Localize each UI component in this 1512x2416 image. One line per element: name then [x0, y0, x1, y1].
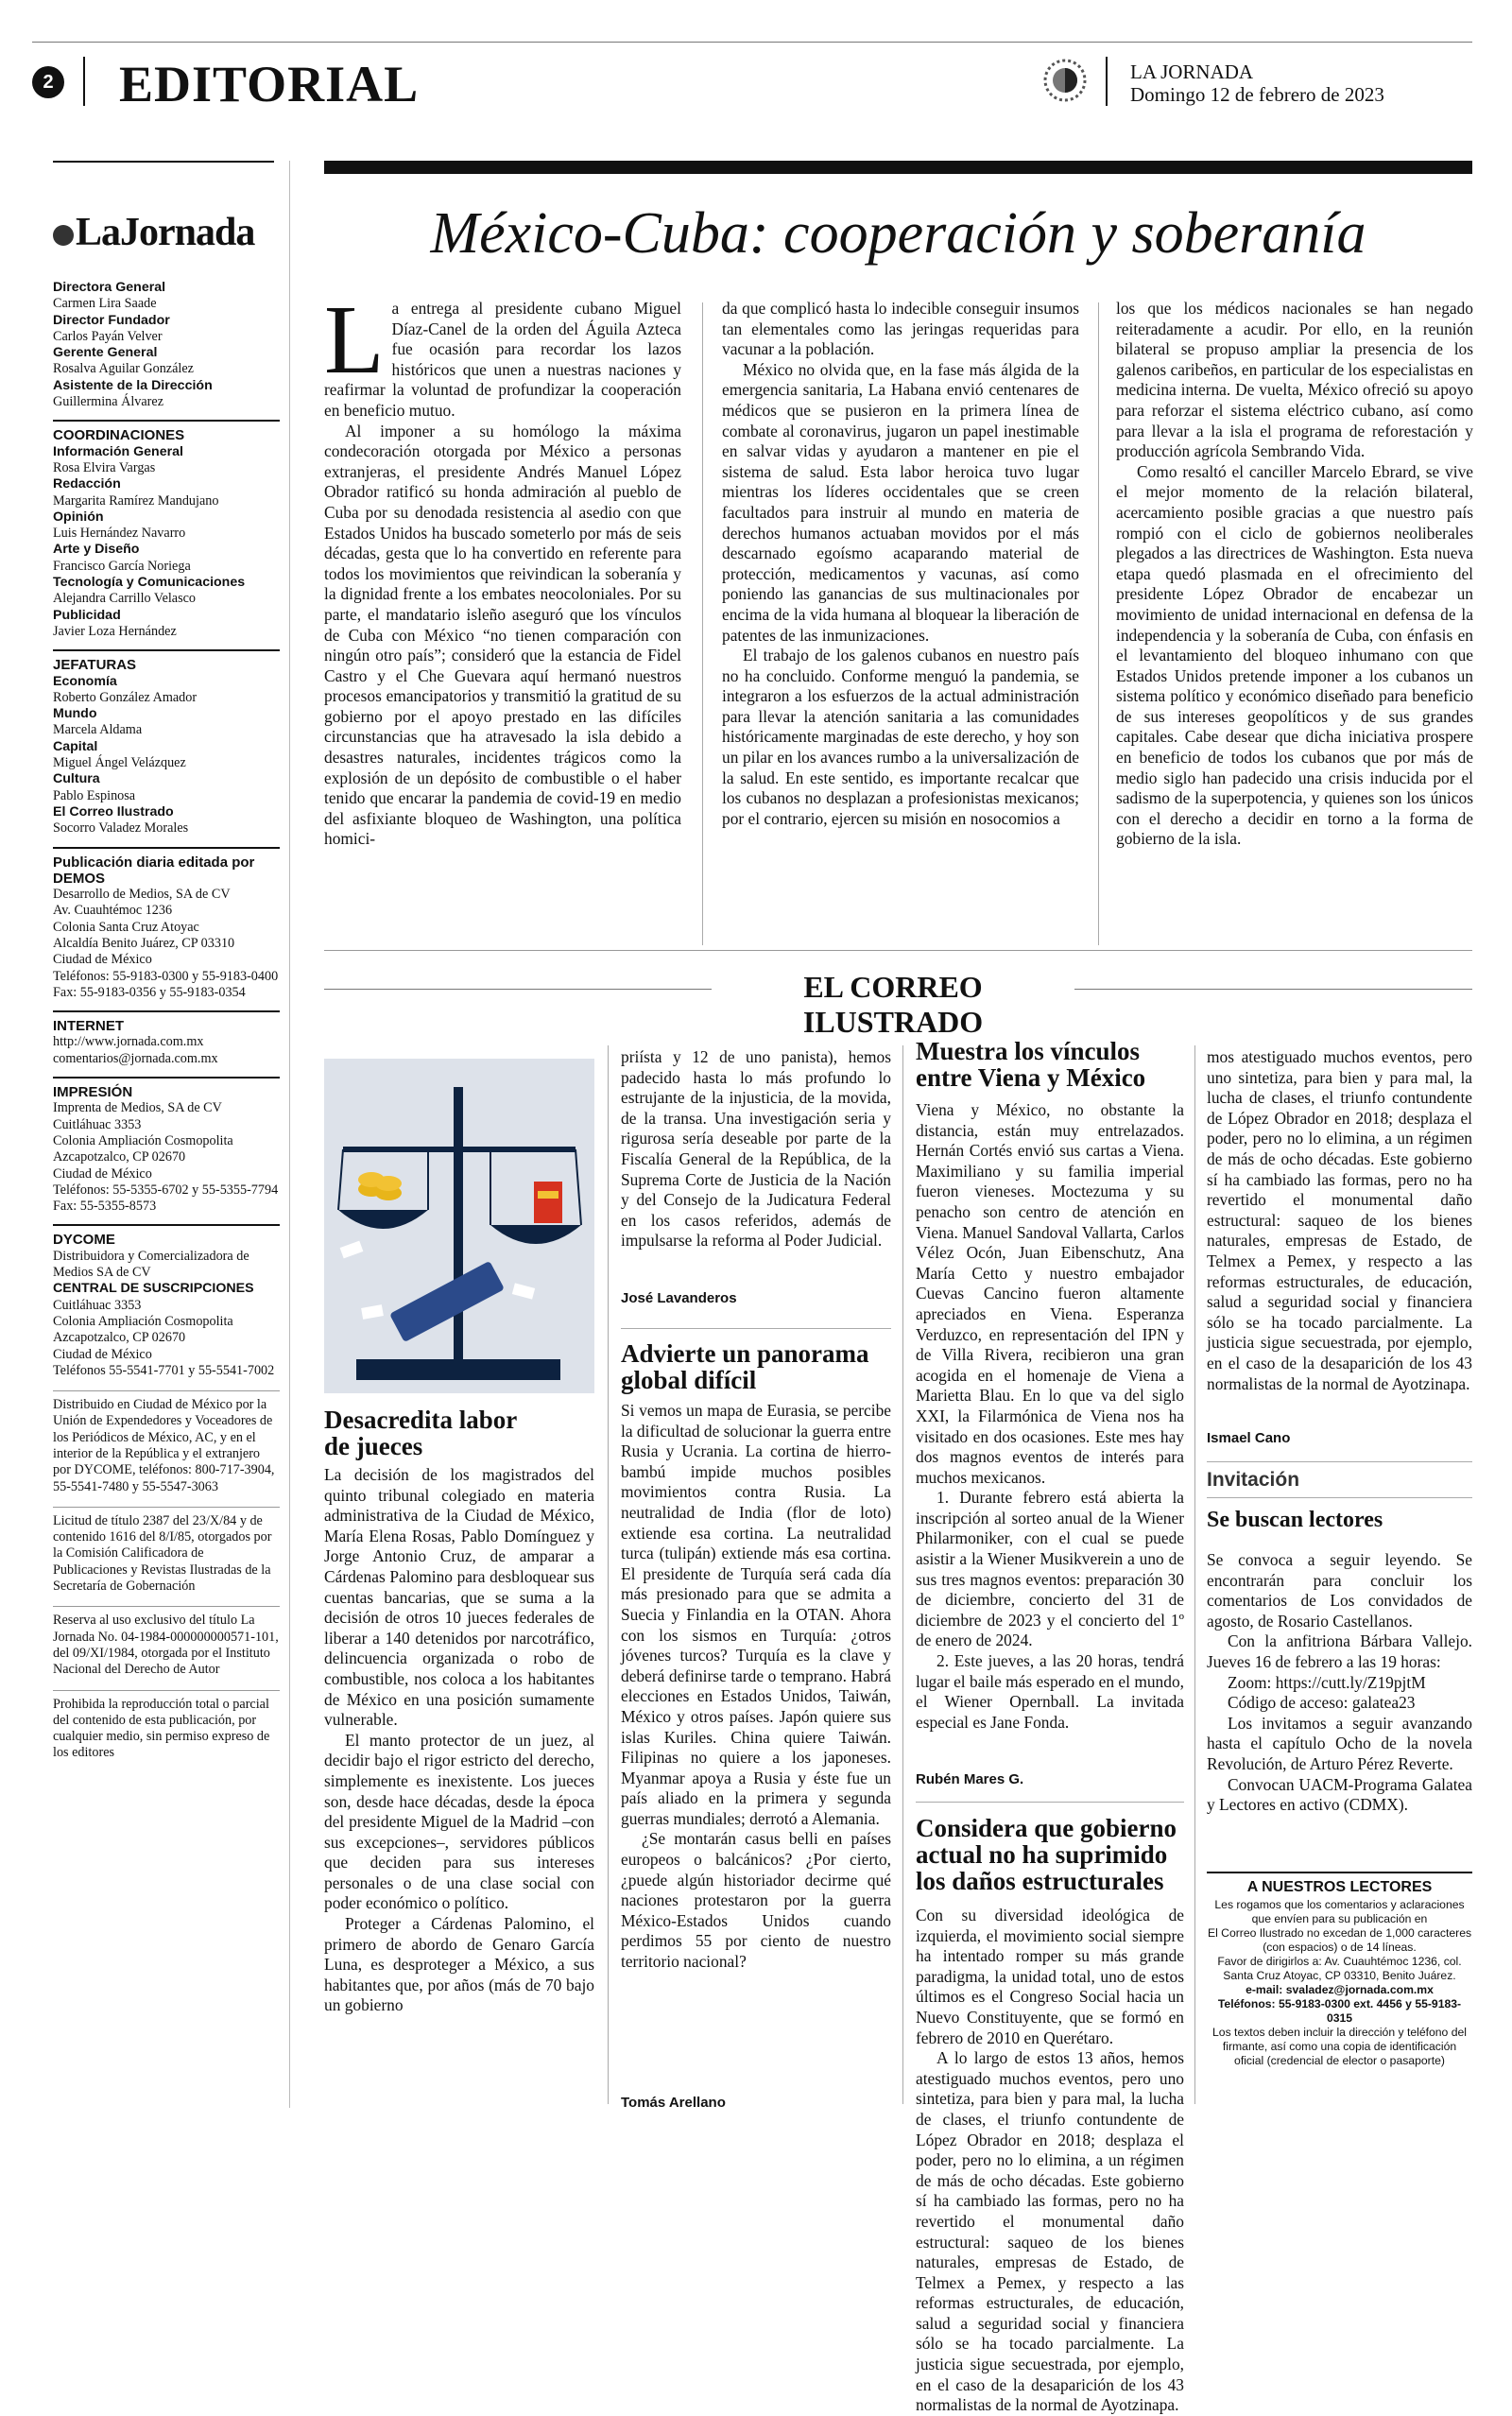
masthead-name: Desarrollo de Medios, SA de CV	[53, 887, 231, 903]
editorial-col-divider-2	[1098, 302, 1099, 945]
masthead-name: Guillermina Álvarez	[53, 394, 163, 410]
masthead-section: DYCOME	[53, 1224, 280, 1248]
masthead-role: Publicidad	[53, 607, 121, 623]
page-number: 2	[43, 72, 54, 93]
masthead-name: http://www.jornada.com.mx	[53, 1034, 204, 1050]
masthead-name: Fax: 55-9183-0356 y 55-9183-0354	[53, 984, 246, 1000]
paragraph: Al imponer a su homólogo la máxima condecoración otorgada por México a personas extranjeras, el presidente Andrés Manuel López Obrador ratificó su honda admiración al pueblo de Cuba por su denodada resistencia al asedio con que Estados Unidos ha buscado someterlo por más de seis décadas, gesta que lo ha convertido en referente para todos los movimientos que reivindican la soberanía y la dignidad frente a los embates neocoloniales. Por su parte, el mandatario isleño aseguró que los vínculos de Cuba con México “no tienen comparación con ningún otro país”; consideró que la estancia de Fidel Castro y el Che Guevara aquí hermanó nuestros procesos emancipatorios y transmitió la gratitud de su gobierno por el apoyo prestado en las difíciles circunstancias que ha atravesado la isla debido a desastres naturales, incidentes trágicos como la explosión de un depósito de combustible o el haber tenido que encarar la pandemia de covid-19 en medio del asfixiante bloqueo de Washington, una política homici-	[324, 421, 681, 849]
editorial-title: México-Cuba: cooperación y soberanía	[430, 201, 1366, 266]
paragraph: 2. Este jueves, a las 20 horas, tendrá lugar el baile más esperado en el mundo, el Wiener Opernball. La invitada especial es Jane Fonda.	[916, 1651, 1184, 1732]
masthead-name: Teléfonos 55-5541-7701 y 55-5541-7002	[53, 1362, 275, 1378]
masthead-right-border	[289, 161, 290, 2108]
editorial-col-divider-1	[702, 302, 703, 945]
masthead-name: Francisco García Noriega	[53, 558, 191, 574]
letter1-body-part1	[324, 1465, 594, 2016]
editorial-top-bar	[324, 161, 1472, 174]
letter2-signature: Tomás Arellano	[621, 2095, 726, 2111]
readers-box-line: e-mail: svaladez@jornada.com.mx	[1246, 1983, 1434, 1996]
header-divider	[83, 57, 85, 106]
masthead-name: Teléfonos: 55-5355-6702 y 55-5355-7794	[53, 1182, 279, 1198]
letter1-signature: José Lavanderos	[621, 1290, 737, 1306]
readers-box-line: Teléfonos: 55-9183-0300 ext. 4456 y 55-9183-0315	[1217, 1997, 1462, 2025]
masthead-role: Gerente General	[53, 345, 158, 361]
masthead-role: Arte y Diseño	[53, 542, 140, 558]
editorial-bottom-rule	[324, 950, 1472, 951]
masthead-name: Ciudad de México	[53, 1346, 152, 1362]
letter3-title: Muestra los vínculos entre Viena y México	[916, 1037, 1146, 1092]
masthead-name: Miguel Ángel Velázquez	[53, 755, 186, 771]
paragraph: Con la anfitriona Bárbara Vallejo. Jueves 16 de febrero a las 19 horas:	[1207, 1631, 1472, 1671]
masthead-role: Redacción	[53, 476, 121, 492]
letter4-end-rule	[1207, 1461, 1472, 1462]
masthead-legal: Distribuido en Ciudad de México por la Unión de Expendedores y Voceadores de los Periódicos de México, AC, y en el interior de la República y el extranjero por DYCOME, teléfonos: 800-717-3904, 55-5541-7480 y 55-5547-3063	[53, 1390, 280, 1495]
masthead-section: Publicación diaria editada por DEMOS	[53, 847, 280, 888]
masthead-role: Mundo	[53, 706, 97, 722]
logo-sun-icon	[53, 225, 74, 246]
editorial-column-2	[722, 299, 1079, 829]
masthead-legal: Prohibida la reproducción total o parcial del contenido de esta publicación, por cualquier medio, sin permiso expreso de los editores	[53, 1690, 280, 1762]
page-number-badge	[32, 66, 64, 98]
masthead-name: Azcapotzalco, CP 02670	[53, 1149, 186, 1165]
paragraph: 1. Durante febrero está abierta la inscripción al sorteo anual de la Wiener Philarmoniker, con el cual se puede asistir a la Wiener Musikverein a uno de sus tres magnos eventos: preparación 30 de diciembre, concierto del 31 de diciembre de 2023 y el concierto del 1º de enero de 2024.	[916, 1488, 1184, 1650]
letter2-body	[621, 1401, 891, 1973]
paragraph: da que complicó hasta lo indecible conseguir insumos tan elementales como las jeringas requeridas para vacunar a la población.	[722, 299, 1079, 359]
letter3-end-rule	[916, 1802, 1184, 1803]
masthead-name: Rosa Elvira Vargas	[53, 459, 156, 475]
masthead-name: Luis Hernández Navarro	[53, 526, 186, 542]
masthead-name: Pablo Espinosa	[53, 787, 136, 803]
readers-box-line: Los textos deben incluir la dirección y teléfono del firmante, así como una copia de identificación oficial (credencial de elector o pasaporte)	[1212, 2026, 1467, 2067]
masthead-name: Azcapotzalco, CP 02670	[53, 1330, 186, 1346]
correo-rule-left	[324, 989, 712, 990]
paragraph: Con su diversidad ideológica de izquierda, el movimiento social siempre ha intentado romper su más grande paradigma, la unidad total, uno de estos últimos es el Congreso Social hacia un Nuevo Constituyente, que se formó en febrero de 2010 en Querétaro.	[916, 1906, 1184, 2047]
drop-cap: L	[324, 285, 385, 394]
paragraph: priísta y 12 de uno panista), hemos padecido hasta lo más profundo lo estrujante de la injusticia, de la movida, de la transa. Una investigación seria y rigurosa sería deseable por parte de la Fiscalía General de la República, de la Suprema Corte de Justicia de la Nación y del Consejo de la Judicatura Federal en los casos referidos, además de impulsarse la reforma al Poder Judicial.	[621, 1047, 891, 1251]
correo-rule-right	[1074, 989, 1472, 990]
paragraph: El manto protector de un juez, al decidir bajo el rigor estricto del derecho, simplemente es inexistente. Los jueces son, desde hace décadas, desde la época del presidente Miguel de la Madrid –con sus excepciones–, servidores públicos que deciden para sus intereses personales o de una clase social con poder económico o político.	[324, 1730, 594, 1913]
masthead-name: Rosalva Aguilar González	[53, 361, 194, 377]
masthead-name: Ciudad de México	[53, 952, 152, 968]
sun-logo-icon	[1041, 57, 1089, 104]
paragraph: Viena y México, no obstante la distancia, están muy entrelazados. Hernán Cortés envió sus cartas a Viena. Maximiliano y su familia imperial fueron vieneses. Moctezuma y su penacho son centro de atención en Viena. Manuel Sandoval Vallarta, Carlos Vélez Ocón, Juan Eibenschutz, Ana María Cetto y nuestro embajador Cuevas Cancino fueron altamente apreciados en Viena. Esperanza Verduzco, en representación del IPN y de Villa Rivera, recibieron una gran acogida en el homenaje de Viena a Marietta Blau. En lo que va del siglo XXI, la Filarmónica de Viena nos ha visitado en dos ocasiones. Este mes hay dos magnos eventos de interés para muchos mexicanos.	[916, 1100, 1184, 1487]
readers-box-line: El Correo Ilustrado no excedan de 1,000 caracteres (con espacios) o de 14 líneas.	[1207, 1926, 1472, 1954]
masthead-name: Alejandra Carrillo Velasco	[53, 591, 197, 607]
paragraph: El trabajo de los galenos cubanos en nuestro país no ha concluido. Conforme menguó la pandemia, se integraron a los esfuerzos de la actual administración para llevar la atención sanitaria a las comunidades históricamente marginadas de este derecho, y hoy son un pilar en los avances rumbo a la universalización de la salud. En este sentido, es importante recalcar que los cubanos no desplazan a profesionistas mexicanos; por el contrario, ejercen su misión en nosocomios a	[722, 646, 1079, 828]
editorial-column-1	[324, 285, 681, 850]
masthead-name: Colonia Santa Cruz Atoyac	[53, 919, 199, 935]
letter1-title: Desacredita labor de jueces	[324, 1406, 517, 1460]
correo-col-divider-2	[902, 1045, 903, 2104]
masthead-name: Cuitláhuac 3353	[53, 1116, 142, 1132]
masthead-name: Teléfonos: 55-9183-0300 y 55-9183-0400	[53, 968, 279, 984]
correo-col-divider-3	[1194, 1045, 1195, 2104]
invitation-rule	[1207, 1497, 1472, 1498]
logo-text: LaJornada	[76, 211, 255, 254]
masthead-section: IMPRESIÓN	[53, 1077, 280, 1100]
masthead-role: Director Fundador	[53, 312, 170, 328]
masthead-name: Colonia Ampliación Cosmopolita	[53, 1132, 233, 1148]
paragraph: Se convoca a seguir leyendo. Se encontrarán para concluir los comentarios de Los convidados de agosto, de Rosario Castellanos.	[1207, 1550, 1472, 1631]
masthead-role: Opinión	[53, 509, 104, 525]
editorial-column-3	[1116, 299, 1473, 850]
masthead-name: Cuitláhuac 3353	[53, 1297, 142, 1313]
readers-box-line: Les rogamos que los comentarios y aclaraciones que envíen para su publicación en	[1214, 1898, 1465, 1925]
masthead-role: Tecnología y Comunicaciones	[53, 575, 246, 591]
masthead-role: Directora General	[53, 280, 166, 295]
letter3-signature: Rubén Mares G.	[916, 1771, 1024, 1787]
correo-section-title: EL CORREO ILUSTRADO	[802, 970, 984, 1039]
letter1-end-rule	[621, 1328, 891, 1329]
readers-box-rule	[1207, 1872, 1472, 1873]
masthead-name: Colonia Ampliación Cosmopolita	[53, 1313, 233, 1329]
masthead-name: Javier Loza Hernández	[53, 623, 177, 639]
masthead-name: Socorro Valadez Morales	[53, 820, 189, 837]
masthead-role: El Correo Ilustrado	[53, 803, 174, 820]
letter4-body-part2	[1207, 1047, 1472, 1394]
masthead-role: CENTRAL DE SUSCRIPCIONES	[53, 1281, 254, 1297]
paragraph: Código de acceso: galatea23	[1228, 1693, 1416, 1713]
masthead-role: Economía	[53, 673, 117, 689]
masthead-name: comentarios@jornada.com.mx	[53, 1050, 218, 1066]
paragraph: Los invitamos a seguir avanzando hasta el capítulo Ocho de la novela Revolución, de Arturo Pérez Reverte.	[1207, 1713, 1472, 1773]
paragraph: Convocan UACM-Programa Galatea y Lectores en activo (CDMX).	[1207, 1774, 1472, 1815]
paragraph: Como resaltó el canciller Marcelo Ebrard, se vive el mejor momento de la relación bilateral, acercamiento posible gracias a que nuestro país rompió con el ciclo de gobiernos neoliberales plegados a las directrices de Washington. Esta nueva etapa quedó plasmada en el ofrecimiento del presidente López Obrador de encabezar un movimiento de unidad internacional en defensa de la independencia y la soberanía de Cuba, con énfasis en el levantamiento del bloqueo inhumano con que Estados Unidos pretende imponer a los cubanos un sistema político y económico diseñado para beneficio de sus intereses geopolíticos y de sus grandes capitales. Cabe desear que dicha iniciativa prospere en beneficio de todos los cubanos que por más de medio siglo han padecido una crisis inducida por el sadismo de la superpotencia, y quienes son los únicos con el derecho a decidir en torno a la forma de gobierno de la isla.	[1116, 461, 1473, 849]
paragraph: los que los médicos nacionales se han negado reiteradamente a acudir. Por ello, en la reunión bilateral se propuso ampliar la presencia de los galenos caribeños, en particular de los especialistas en medicina interna. De vuelta, México ofreció su apoyo para reforzar el sistema eléctrico cubano, así como para llevar a la isla el programa de reforestación y producción agrícola Sembrando Vida.	[1116, 299, 1473, 461]
masthead-name: Alcaldía Benito Juárez, CP 03310	[53, 935, 235, 951]
paragraph: Zoom: https://cutt.ly/Z19pjtM	[1228, 1672, 1426, 1692]
masthead-section: JEFATURAS	[53, 649, 280, 673]
masthead-role: Cultura	[53, 771, 100, 787]
masthead-name: Roberto González Amador	[53, 689, 198, 705]
correo-col-divider-1	[608, 1045, 609, 2104]
masthead-name: Margarita Ramírez Mandujano	[53, 492, 219, 509]
header-divider-right	[1106, 57, 1108, 106]
justice-scale-illustration	[324, 1059, 594, 1393]
paragraph: La decisión de los magistrados del quinto tribunal colegiado en materia administrativa de la Ciudad de México, María Elena Rosas, Pablo Domínguez y Jorge Antonio Cruz, de amparar a Cárdenas Palomino para desbloquear sus cuentas bancarias, que se suma a la decisión de otros 10 jueces federales de liberar a 140 detenidos por narcotráfico, delincuencia organizada o robo de combustible, nos coloca a los habitantes de México en una posición sumamente vulnerable.	[324, 1465, 594, 1730]
masthead-name: Distribuidora y Comercializadora de Medios SA de CV	[53, 1248, 249, 1281]
masthead-section: COORDINACIONES	[53, 420, 280, 443]
invitation-body	[1207, 1550, 1472, 1816]
publication-date: Domingo 12 de febrero de 2023	[1130, 83, 1384, 106]
invitation-label: Invitación	[1207, 1469, 1300, 1491]
masthead-name: Av. Cuauhtémoc 1236	[53, 903, 173, 919]
letter4-signature: Ismael Cano	[1207, 1430, 1291, 1446]
readers-box-body	[1207, 1898, 1472, 2068]
masthead-legal: Licitud de título 2387 del 23/X/84 y de contenido 1616 del 8/I/85, otorgados por la Comisión Calificadora de Publicaciones y Revistas Ilustradas de la Secretaría de Gobernación	[53, 1507, 280, 1595]
masthead-legal: Reserva al uso exclusivo del título La Jornada No. 04-1984-000000000571-101, del 09/XI/1984, otorgada por el Instituto Nacional del Derecho de Autor	[53, 1606, 280, 1678]
masthead-name: Carmen Lira Saade	[53, 296, 157, 312]
masthead-role: Capital	[53, 738, 98, 754]
masthead-top-rule	[53, 161, 274, 163]
masthead-role: Asistente de la Dirección	[53, 377, 213, 393]
masthead-logo	[53, 210, 254, 255]
masthead-name: Marcela Aldama	[53, 722, 143, 738]
readers-box-title: A NUESTROS LECTORES	[1246, 1879, 1433, 1895]
paragraph-continued: mos atestiguado muchos eventos, pero uno sintetiza, para bien y para mal, la lucha de clases, el triunfo contundente de López Obrador en 2018; desplaza el poder, pero no lo elimina, a un régimen de más de ocho décadas. Este gobierno sí ha cambiado las formas, pero no ha revertido el monumental daño estructural: saqueo de los bienes naturales, empresas de Estado, de Telmex a Pemex, y respecto a las reformas estructurales, de educación, salud a seguridad social y financiera sólo se ha tocado parcialmente. La justicia sigue secuestrada, por ejemplo, en el caso de la desaparición de los 43 normalistas de la normal de Ayotzinapa.	[1207, 1047, 1472, 1393]
masthead-name: Fax: 55-5355-8573	[53, 1199, 157, 1215]
masthead-name: Ciudad de México	[53, 1165, 152, 1182]
masthead-name: Imprenta de Medios, SA de CV	[53, 1100, 222, 1116]
invitation-title: Se buscan lectores	[1207, 1508, 1383, 1532]
masthead-name: Carlos Payán Velver	[53, 328, 163, 344]
masthead-section: INTERNET	[53, 1010, 280, 1034]
masthead-role: Información General	[53, 443, 183, 459]
header-rule	[32, 42, 1472, 43]
section-title: EDITORIAL	[119, 56, 420, 112]
paragraph: Si vemos un mapa de Eurasia, se percibe la dificultad de solucionar la guerra entre Rusia y Ucrania. La cortina de hierro-bambú impide muchos posibles movimientos contra Rusia. La neutralidad de India (flor de loto) extiende esa cortina. La neutralidad turca (tulipán) extiende más esa cortina. El presidente de Turquía será cada día más presionado para que se admita a Suecia y Finlandia en la OTAN. Ahora con los sismos en Turquía: ¿otros jóvenes turcos? Turquía es la clave y deberá definirse tarde o temprano. Habrá elecciones en Estados Unidos, Taiwán, México y otros países. Japón quiere sus islas Kuriles. China quiere Taiwán. Filipinas no quiere a los japoneses. Myanmar apoya a Rusia y éste fue un país aliado en la primera y segunda guerras mundiales; derrotó a Alemania.	[621, 1401, 891, 1828]
letter4-title: Considera que gobierno actual no ha suprimido los daños estructurales	[916, 1814, 1177, 1895]
masthead-credits	[53, 280, 280, 1762]
paragraph: México no olvida que, en la fase más álgida de la emergencia sanitaria, La Habana envió centenares de médicos que se pusieron en la primera línea de combate al coronavirus, jugaron un papel inestimable en salvar vidas y ayudaron a mantener en pie el sistema de salud. Esta labor heroica tuvo lugar mientras los líderes occidentales que se creen facultados para instruir al mundo en materia de derechos humanos actuaban movidos por el más descarnado egoísmo acaparando material de protección, medicamentos y vacunas, así como poniendo las ganancias de sus multinacionales por encima de la vida humana al bloquear la liberación de patentes de las inmunizaciones.	[722, 359, 1079, 645]
paragraph: La entrega al presidente cubano Miguel Díaz-Canel de la orden del Águila Azteca fue ocasión para recordar los lazos históricos que unen a nuestras naciones y reafirmar la voluntad de profundizar la cooperación en beneficio mutuo.	[324, 285, 681, 420]
letter3-body	[916, 1100, 1184, 1733]
paragraph: ¿Se montarán casus belli en países europeos o balcánicos? ¿Por cierto, ¿puede algún historiador decirme qué naciones protestaron por la guerra México-Estados Unidos cuando perdimos 55 por ciento de nuestro territorio nacional?	[621, 1829, 891, 1972]
newspaper-name: LA JORNADA	[1130, 60, 1254, 83]
letter2-title: Advierte un panorama global difícil	[621, 1339, 869, 1394]
readers-box-line: Favor de dirigirlos a: Av. Cuauhtémoc 1236, col. Santa Cruz Atoyac, CP 03310, Benito Juárez.	[1217, 1955, 1462, 1982]
letter4-body-part1	[916, 1906, 1184, 2415]
paragraph: Proteger a Cárdenas Palomino, el primero de abordo de Genaro García Luna, es desproteger a México, a sus habitantes que, por años (más de 70 bajo un gobierno	[324, 1914, 594, 2015]
letter1-body-part2	[621, 1047, 891, 1251]
paragraph: A lo largo de estos 13 años, hemos atestiguado muchos eventos, pero uno sintetiza, para bien y para mal, la lucha de clases, el triunfo contundente de López Obrador en 2018; desplaza el poder, pero no lo elimina, a un régimen de más de ocho décadas. Este gobierno sí ha cambiado las formas, pero no ha revertido el monumental daño estructural: saqueo de los bienes naturales, empresas de Estado, de Telmex a Pemex, y respecto a las reformas estructurales, de educación, salud a seguridad social y financiera sólo se ha tocado parcialmente. La justicia sigue secuestrada, por ejemplo, en el caso de la desaparición de los 43 normalistas de la normal de Ayotzinapa.	[916, 2048, 1184, 2415]
